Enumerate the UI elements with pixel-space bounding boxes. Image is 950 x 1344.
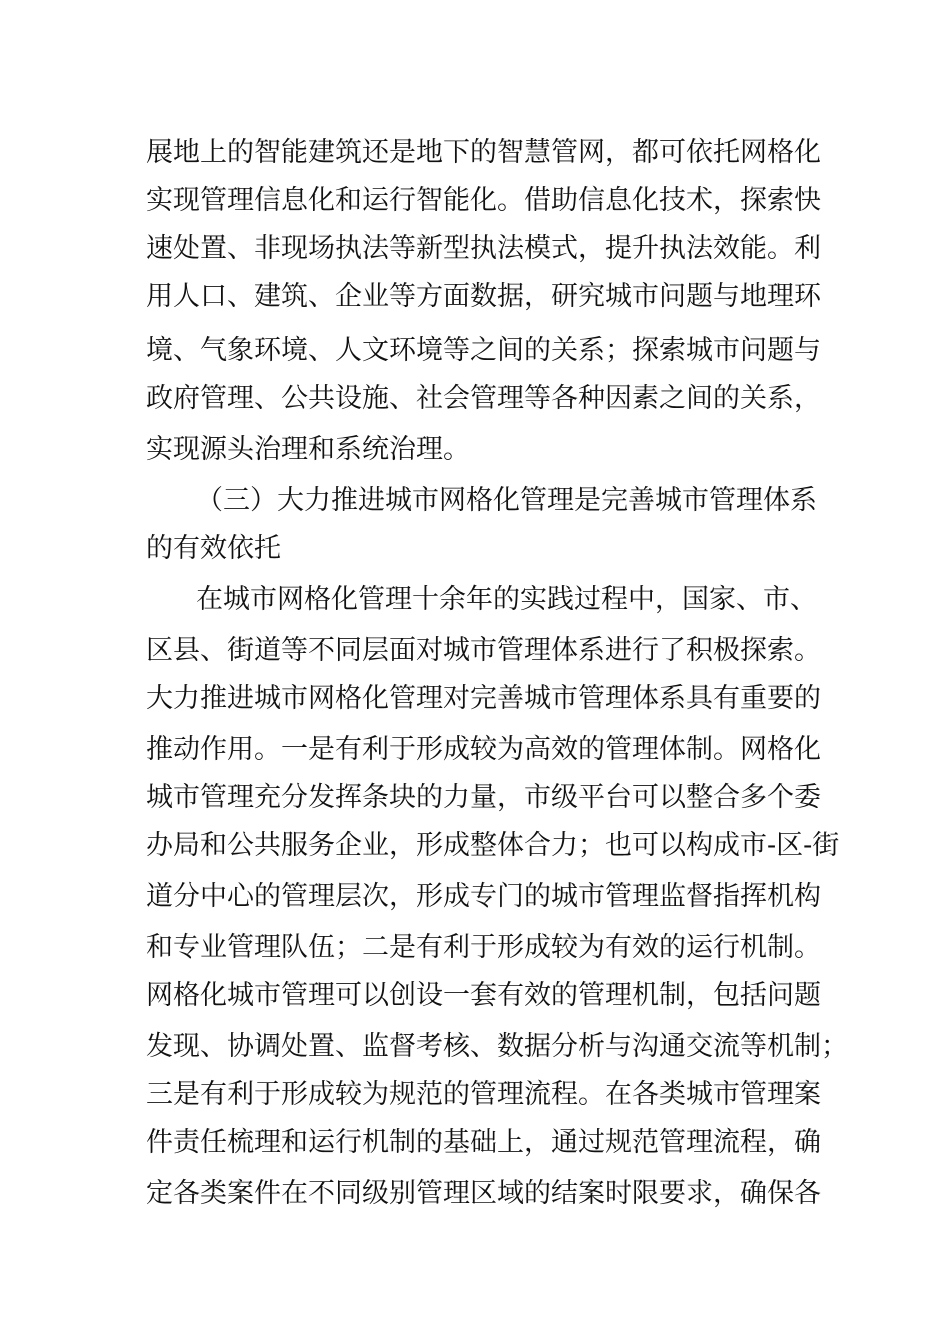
text-line: 实现源头治理和系统治理。 (146, 434, 470, 465)
text-line: 和专业管理队伍；二是有利于形成较为有效的运行机制。 (146, 932, 821, 963)
text-line: 区县、街道等不同层面对城市管理体系进行了积极探索。 (146, 635, 821, 666)
paragraph-start: 在城市网格化管理十余年的实践过程中，国家、市、 (196, 584, 817, 615)
text-line: 城市管理充分发挥条块的力量，市级平台可以整合多个委 (146, 782, 821, 813)
text-line: 大力推进城市网格化管理对完善城市管理体系具有重要的 (146, 683, 821, 714)
section-heading-continued: 的有效依托 (146, 533, 281, 564)
text-line: 件责任梳理和运行机制的基础上，通过规范管理流程，确 (146, 1127, 821, 1158)
text-line: 境、气象环境、人文环境等之间的关系；探索城市问题与 (146, 335, 821, 366)
text-line: 发现、协调处置、监督考核、数据分析与沟通交流等机制； (146, 1031, 848, 1062)
text-line: 政府管理、公共设施、社会管理等各种因素之间的关系， (146, 383, 821, 414)
text-line: 网格化城市管理可以创设一套有效的管理机制，包括问题 (146, 980, 821, 1011)
text-line: 三是有利于形成较为规范的管理流程。在各类城市管理案 (146, 1079, 821, 1110)
text-line: 道分中心的管理层次，形成专门的城市管理监督指挥机构 (146, 881, 821, 912)
text-line: 定各类案件在不同级别管理区域的结案时限要求，确保各 (146, 1178, 821, 1209)
text-line: 展地上的智能建筑还是地下的智慧管网，都可依托网格化 (146, 137, 821, 168)
text-line: 实现管理信息化和运行智能化。借助信息化技术，探索快 (146, 185, 821, 216)
text-line: 办局和公共服务企业，形成整体合力；也可以构成市-区-街 (146, 830, 840, 861)
text-line: 用人口、建筑、企业等方面数据，研究城市问题与地理环 (146, 281, 821, 312)
text-line: 速处置、非现场执法等新型执法模式，提升执法效能。利 (146, 233, 821, 264)
section-heading: （三）大力推进城市网格化管理是完善城市管理体系 (196, 485, 817, 516)
text-line: 推动作用。一是有利于形成较为高效的管理体制。网格化 (146, 734, 821, 765)
